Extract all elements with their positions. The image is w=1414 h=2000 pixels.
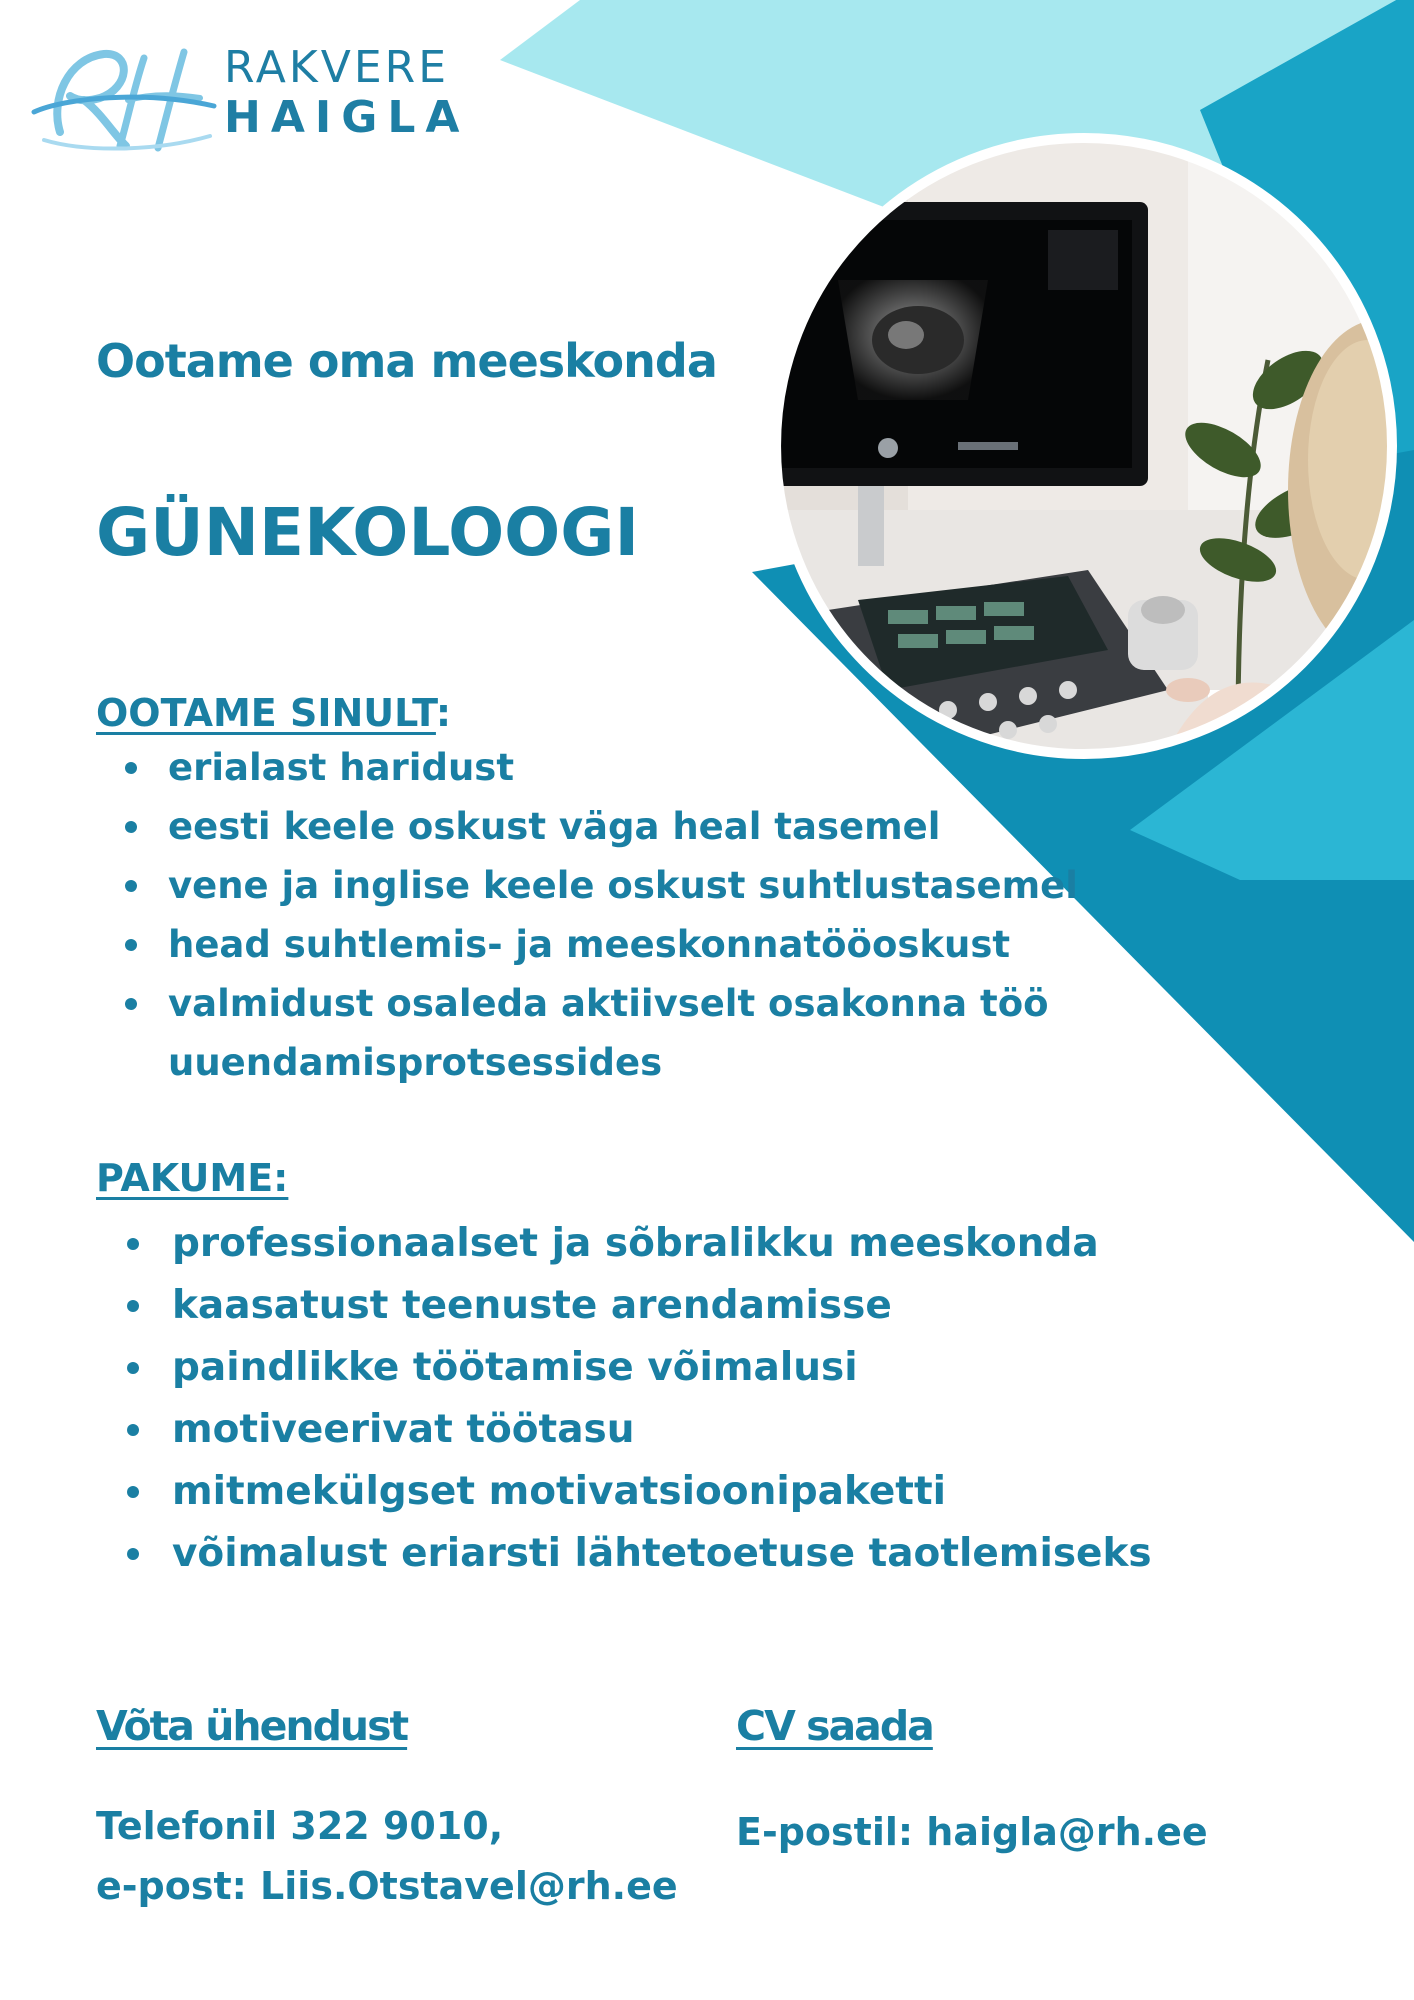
- contact-email[interactable]: e-post: Liis.Otstavel@rh.ee: [96, 1864, 678, 1908]
- list-item: mitmekülgset motivatsioonipaketti: [96, 1461, 1152, 1523]
- offer-section: [96, 1153, 1152, 1585]
- list-item: valmidust osaleda aktiivselt osakonna töö uuendamisprotsessides: [96, 974, 1188, 1092]
- logo-wordmark: [224, 42, 470, 143]
- list-item: professionaalset ja sõbralikku meeskonda: [96, 1213, 1152, 1275]
- list-item: motiveerivat töötasu: [96, 1399, 1152, 1461]
- contact-heading: Võta ühendust: [96, 1702, 408, 1750]
- list-item: eesti keele oskust väga heal tasemel: [96, 797, 1188, 856]
- list-item: head suhtlemis- ja meeskonnatööoskust: [96, 915, 1188, 974]
- offer-heading: [96, 1153, 1152, 1203]
- logo-line-rakvere: RAKVERE: [224, 42, 450, 93]
- requirements-list: [96, 738, 1188, 1092]
- offer-list: [96, 1213, 1152, 1585]
- position-title: GÜNEKOLOOGI: [96, 494, 640, 571]
- ultrasound-machine-photo: [768, 130, 1400, 762]
- contact-phone: Telefonil 322 9010,: [96, 1804, 504, 1848]
- cv-details: [736, 1802, 1208, 1862]
- requirements-heading: [96, 688, 1188, 738]
- contact-details: [96, 1796, 678, 1916]
- logo-line-haigla: HAIGLA: [224, 92, 470, 143]
- list-item: paindlikke töötamise võimalusi: [96, 1337, 1152, 1399]
- requirements-section: [96, 688, 1188, 1092]
- cv-email[interactable]: E-postil: haigla@rh.ee: [736, 1810, 1208, 1854]
- list-item: vene ja inglise keele oskust suhtlustasemel: [96, 856, 1188, 915]
- list-item: erialast haridust: [96, 738, 1188, 797]
- offer-heading-text: PAKUME:: [96, 1156, 289, 1200]
- rh-monogram-icon: [34, 52, 214, 149]
- list-item: võimalust eriarsti lähtetoetuse taotlemiseks: [96, 1523, 1152, 1585]
- requirements-heading-text: OOTAME SINULT: [96, 691, 436, 735]
- requirements-heading-colon: :: [435, 691, 452, 735]
- cv-heading: CV saada: [736, 1702, 933, 1750]
- intro-heading: Ootame oma meeskonda: [96, 334, 717, 388]
- list-item: kaasatust teenuste arendamisse: [96, 1275, 1152, 1337]
